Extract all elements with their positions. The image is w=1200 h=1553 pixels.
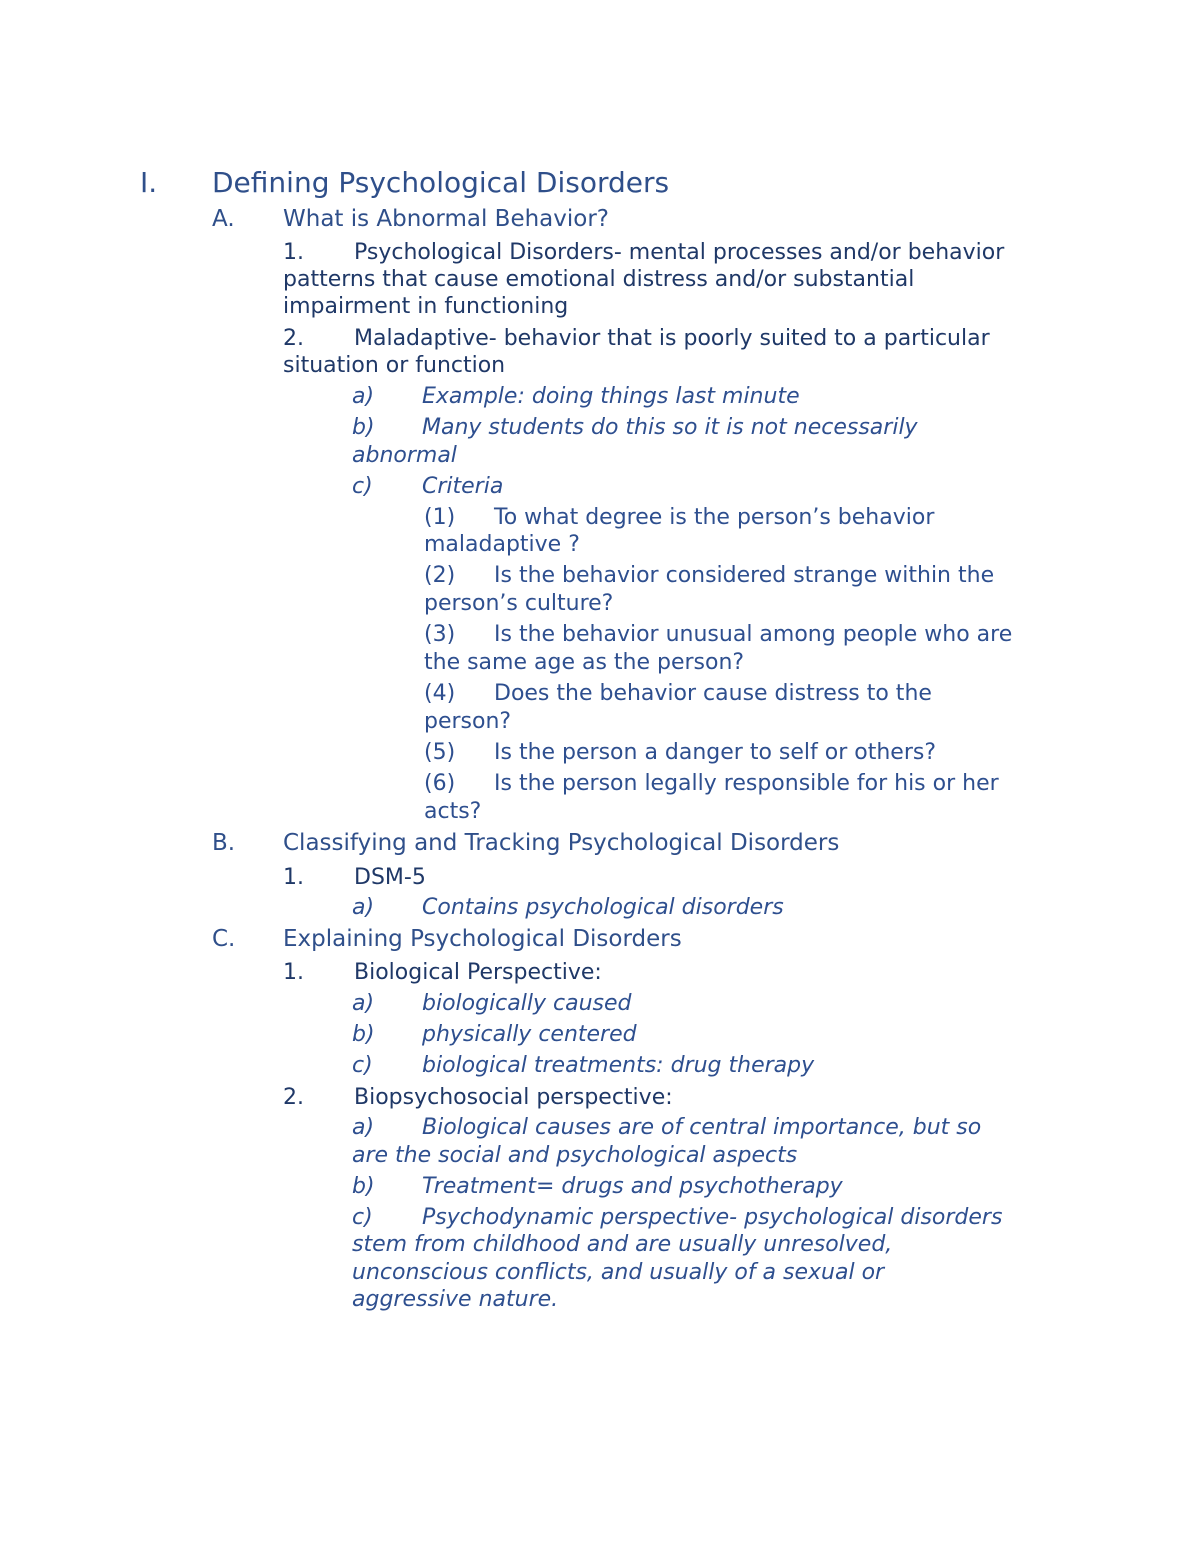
criteria-1-line-2: maladaptive ?: [424, 532, 580, 557]
c1b-marker: b): [352, 1022, 375, 1047]
c1a-text: biologically caused: [422, 991, 632, 1016]
criteria-3-line-1: Is the behavior unusual among people who are: [494, 622, 1013, 647]
criteria-3-marker: (3): [424, 622, 456, 647]
criteria-4-line-1: Does the behavior cause distress to the: [494, 681, 932, 706]
criteria-2-line-1: Is the behavior considered strange within the: [494, 563, 995, 588]
criteria-3-line-2: the same age as the person?: [424, 650, 745, 675]
c1-text: Biological Perspective:: [354, 960, 602, 985]
c2a-marker: a): [352, 1115, 375, 1140]
section-b-title: Classifying and Tracking Psychological Disorders: [283, 830, 840, 856]
criteria-2-marker: (2): [424, 563, 456, 588]
a2-marker: 2.: [283, 326, 304, 351]
criteria-1-line-1: To what degree is the person’s behavior: [494, 505, 935, 530]
criteria-2-line-2: person’s culture?: [424, 591, 614, 616]
c2b-line-1: Treatment= drugs and psychotherapy: [422, 1174, 843, 1199]
c2c-line-2: stem from childhood and are usually unresolved,: [352, 1232, 893, 1257]
c2-text: Biopsychosocial perspective:: [354, 1085, 673, 1110]
c2a-line-2: are the social and psychological aspects: [352, 1143, 798, 1168]
section-i-marker: I.: [140, 166, 158, 199]
c2c-marker: c): [352, 1205, 373, 1230]
criteria-6-marker: (6): [424, 771, 456, 796]
a2b-line-2: abnormal: [352, 443, 457, 468]
criteria-5-marker: (5): [424, 740, 456, 765]
a2c-marker: c): [352, 474, 373, 499]
a1-line-2: patterns that cause emotional distress and/or substantial: [283, 267, 915, 292]
a2-line-1: Maladaptive- behavior that is poorly suited to a particular: [354, 326, 990, 351]
c1b-text: physically centered: [422, 1022, 637, 1047]
section-b-marker: B.: [212, 830, 236, 856]
criteria-1-marker: (1): [424, 505, 456, 530]
b1a-marker: a): [352, 895, 375, 920]
criteria-5-line-1: Is the person a danger to self or others?: [494, 740, 937, 765]
c2b-marker: b): [352, 1174, 375, 1199]
a1-line-1: Psychological Disorders- mental processes and/or behavior: [354, 240, 1005, 265]
c2a-line-1: Biological causes are of central importance, but so: [422, 1115, 982, 1140]
criteria-6-line-2: acts?: [424, 799, 482, 824]
c2c-line-3: unconscious conflicts, and usually of a sexual or: [352, 1260, 885, 1285]
c2-marker: 2.: [283, 1085, 304, 1110]
section-c-title: Explaining Psychological Disorders: [283, 926, 682, 952]
a2b-line-1: Many students do this so it is not necessarily: [422, 415, 918, 440]
section-c-marker: C.: [212, 926, 236, 952]
a2b-marker: b): [352, 415, 375, 440]
c2c-line-4: aggressive nature.: [352, 1287, 559, 1312]
c1-marker: 1.: [283, 960, 304, 985]
criteria-6-line-1: Is the person legally responsible for his or her: [494, 771, 999, 796]
b1-text: DSM-5: [354, 865, 426, 890]
a1-line-3: impairment in functioning: [283, 294, 569, 319]
section-a-title: What is Abnormal Behavior?: [283, 206, 609, 232]
b1-marker: 1.: [283, 865, 304, 890]
c1c-text: biological treatments: drug therapy: [422, 1053, 815, 1078]
criteria-4-line-2: person?: [424, 709, 512, 734]
section-i-title: Defining Psychological Disorders: [212, 166, 670, 199]
b1a-text: Contains psychological disorders: [422, 895, 784, 920]
a2-line-2: situation or function: [283, 353, 506, 378]
c1a-marker: a): [352, 991, 375, 1016]
criteria-4-marker: (4): [424, 681, 456, 706]
a2a-marker: a): [352, 384, 375, 409]
a2c-text: Criteria: [422, 474, 504, 499]
c2c-line-1: Psychodynamic perspective- psychological disorders: [422, 1205, 1003, 1230]
a1-marker: 1.: [283, 240, 304, 265]
a2a-text: Example: doing things last minute: [422, 384, 800, 409]
c1c-marker: c): [352, 1053, 373, 1078]
section-a-marker: A.: [212, 206, 235, 232]
